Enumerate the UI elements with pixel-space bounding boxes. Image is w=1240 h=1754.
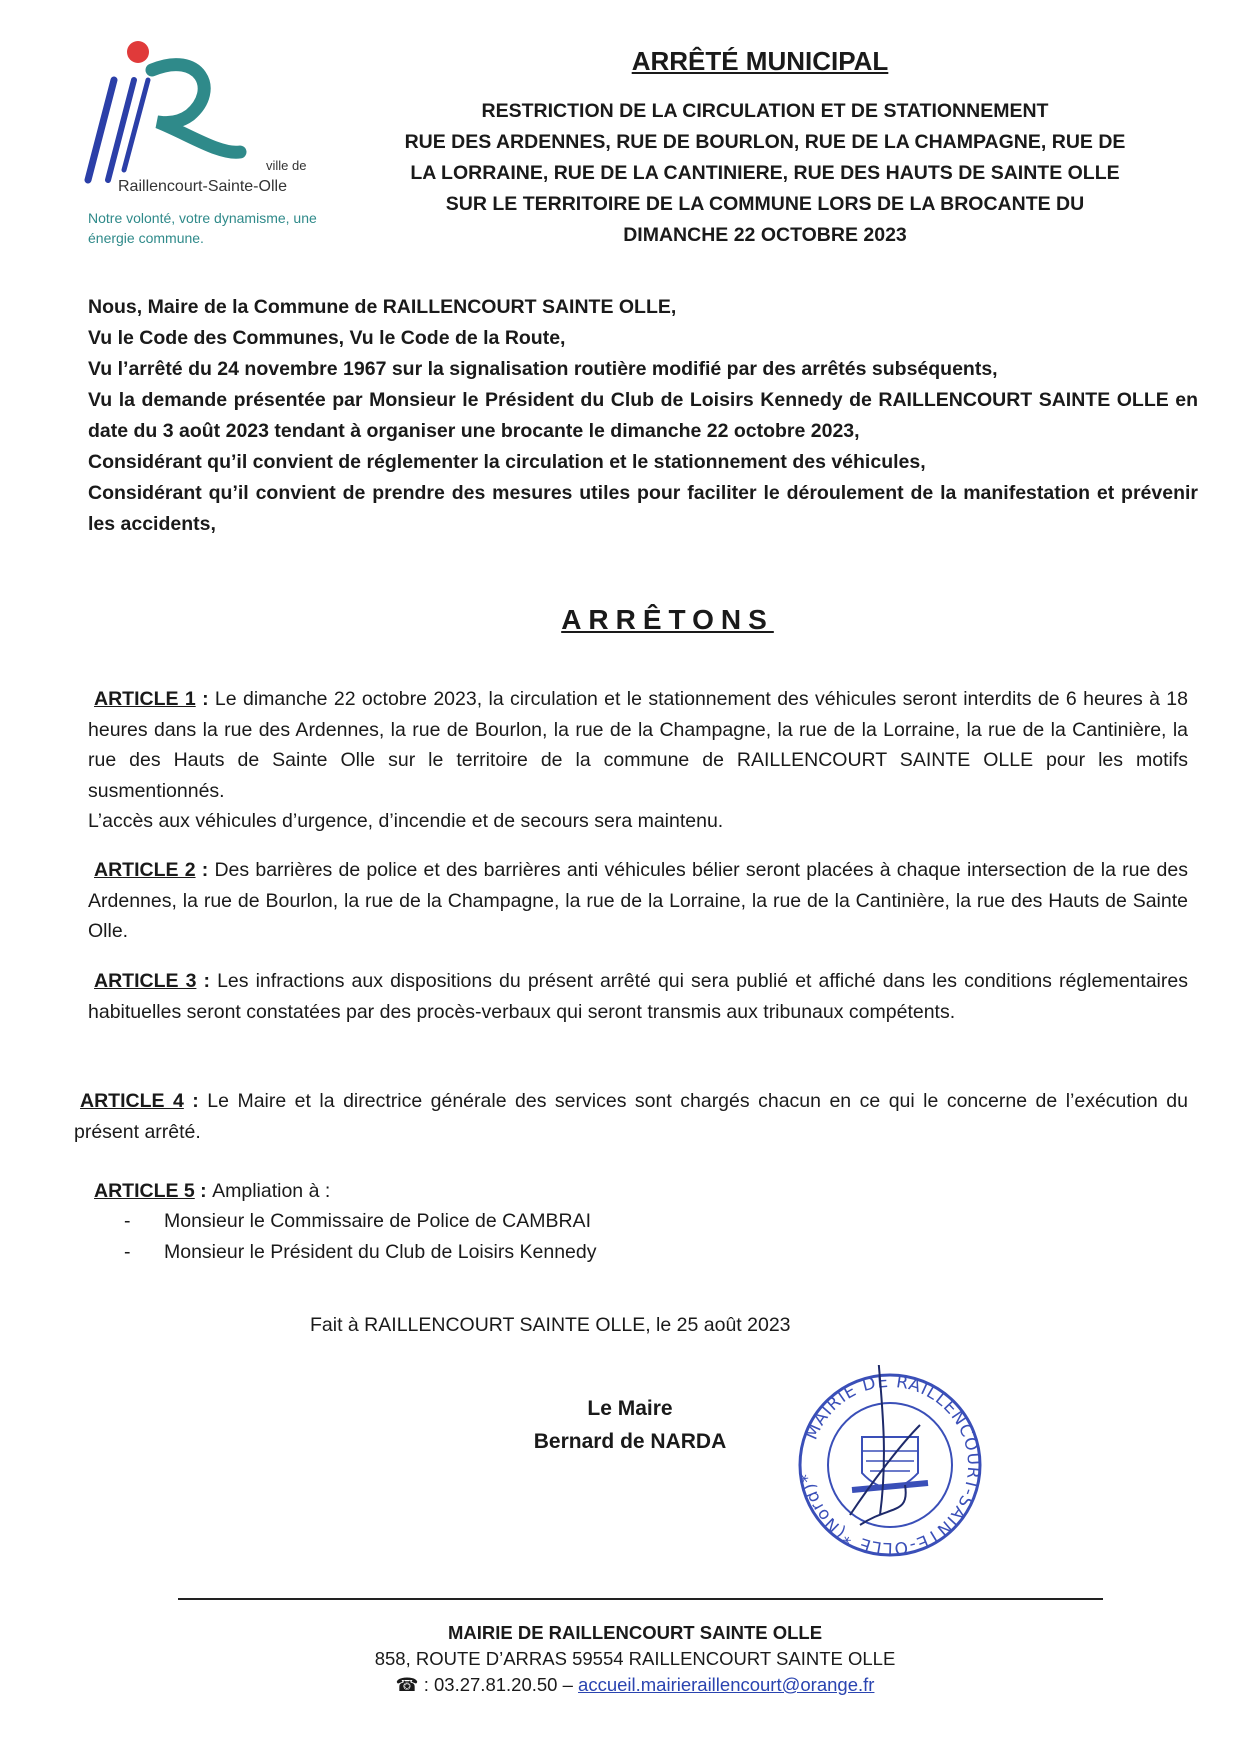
logo-town-name: Raillencourt-Sainte-Olle [118,178,287,195]
signer-name: Bernard de NARDA [533,1430,727,1453]
official-seal-icon [790,1365,990,1565]
article-3 [88,966,1188,1027]
article-5 [88,1176,1188,1207]
preamble-line: Vu l’arrêté du 24 novembre 1967 sur la signalisation routière modifié par des arrêtés subséquents, [88,358,998,380]
article-1 [88,684,1188,837]
article-text: Des barrières de police et des barrières anti véhicules bélier seront placées à chaque intersection de la rue des Ardennes, la rue de Bourlon, la rue de la Champagne, la rue de la Lorraine, la rue de la Cantinière, la rue des Hauts de Sainte Olle. [88,859,1188,942]
article-text: Ampliation à : [212,1180,331,1202]
preamble-line: Nous, Maire de la Commune de RAILLENCOURT SAINTE OLLE, [88,296,677,318]
preamble [88,292,1198,540]
preamble-line: Vu la demande présentée par Monsieur le Président du Club de Loisirs Kennedy de RAILLENCOURT SAINTE OLLE en date du 3 août 2023 tendant à organiser une brocante le dimanche 22 octobre 2023, [88,389,1198,442]
preamble-line: Considérant qu’il convient de prendre des mesures utiles pour faciliter le déroulement de la manifestation et prévenir les accidents, [88,482,1198,535]
article-label: ARTICLE 2 : [94,859,215,881]
arretons-heading: ARRÊTONS [561,604,774,635]
footer-address: 858, ROUTE D’ARRAS 59554 RAILLENCOURT SAINTE OLLE [374,1648,896,1669]
signature-block [470,1392,790,1458]
article-label: ARTICLE 5 : [94,1180,213,1202]
preamble-line: Considérant qu’il convient de réglementer la circulation et le stationnement des véhicules, [88,451,926,473]
recipient-list [124,1206,597,1267]
footer-email-link[interactable]: accueil.mairieraillencourt@orange.fr [578,1674,875,1695]
place-and-date: Fait à RAILLENCOURT SAINTE OLLE, le 25 août 2023 [310,1314,791,1336]
footer-divider [178,1598,1103,1600]
article-4 [74,1086,1188,1147]
subtitle-line: RESTRICTION DE LA CIRCULATION ET DE STATIONNEMENT [481,100,1049,122]
logo-slogan: Notre volonté, votre dynamisme, une énergie commune. [88,210,317,246]
svg-text:MAIRIE DE RAILLENCOURT-SAINTE- [797,1372,983,1558]
article-text: Les infractions aux dispositions du présent arrêté qui sera publié et affiché dans les conditions réglementaires habituelles seront constatées par des procès-verbaux qui seront transmis aux tribunaux compétents. [88,970,1188,1023]
document-subtitle [365,96,1165,251]
article-label: ARTICLE 3 : [94,970,218,992]
subtitle-line: RUE DES ARDENNES, RUE DE BOURLON, RUE DE LA CHAMPAGNE, RUE DE [404,131,1126,153]
article-2 [88,855,1188,947]
footer-phone: ☎ : 03.27.81.20.50 – [395,1674,573,1695]
subtitle-line: DIMANCHE 22 OCTOBRE 2023 [623,224,907,246]
article-text-secondary: L’accès aux véhicules d’urgence, d’incendie et de secours sera maintenu. [88,810,724,832]
town-logo [80,40,320,260]
seal-text: MAIRIE DE RAILLENCOURT-SAINTE-OLLE *(Nord)* [797,1371,984,1559]
subtitle-line: LA LORRAINE, RUE DE LA CANTINIERE, RUE DES HAUTS DE SAINTE OLLE [410,162,1120,184]
article-label: ARTICLE 4 : [80,1090,208,1112]
subtitle-line: SUR LE TERRITOIRE DE LA COMMUNE LORS DE LA BROCANTE DU [445,193,1085,215]
footer [0,1620,1240,1698]
document-title: ARRÊTÉ MUNICIPAL [631,46,889,76]
signer-role: Le Maire [587,1397,673,1420]
footer-org-name: MAIRIE DE RAILLENCOURT SAINTE OLLE [447,1622,823,1643]
logo-ville-label: ville de [266,158,307,173]
article-label: ARTICLE 1 : [94,688,215,710]
list-item: - Monsieur le Commissaire de Police de CAMBRAI [124,1210,591,1232]
preamble-line: Vu le Code des Communes, Vu le Code de la Route, [88,327,566,349]
article-text: Le Maire et la directrice générale des services sont chargés chacun en ce qui le concerne de l’exécution du présent arrêté. [74,1090,1188,1143]
footer-contact [0,1672,1240,1698]
list-item: - Monsieur le Président du Club de Loisirs Kennedy [124,1240,597,1263]
article-text: Le dimanche 22 octobre 2023, la circulation et le stationnement des véhicules seront interdits de 6 heures à 18 heures dans la rue des Ardennes, la rue de Bourlon, la rue de la Champagne, la rue de la Lorraine, la rue de la Cantinière, la rue des Hauts de Sainte Olle sur le territoire de la commune de RAILLENCOURT SAINTE OLLE pour les motifs susmentionnés. [88,688,1188,802]
